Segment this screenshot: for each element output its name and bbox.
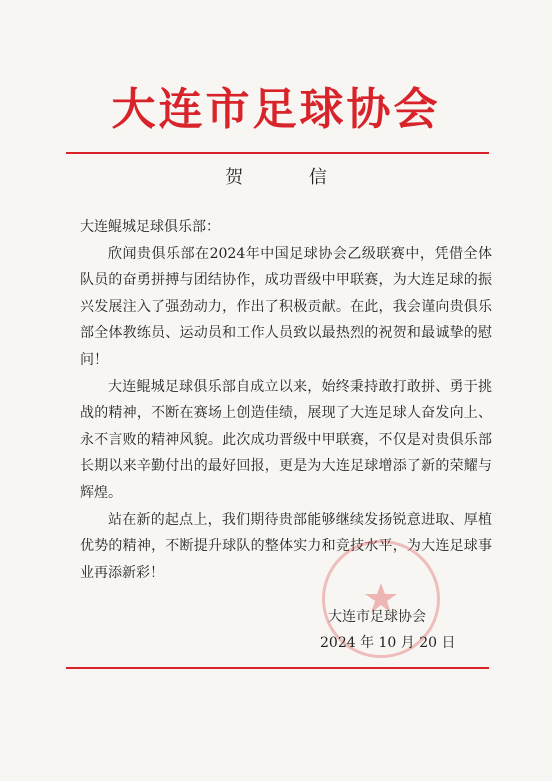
letter-body	[80, 214, 492, 586]
signature-block	[300, 604, 500, 656]
letterhead-divider	[66, 152, 489, 154]
document-title: 贺 信	[225, 167, 357, 188]
letterhead-organization: 大连市足球协会	[111, 84, 441, 135]
signature-date: 2024 年 10 月 20 日	[320, 635, 456, 651]
signature-organization: 大连市足球协会	[328, 609, 426, 625]
salutation: 大连鲲城足球俱乐部：	[80, 219, 220, 235]
footer-divider	[66, 667, 489, 669]
paragraph-2: 大连鲲城足球俱乐部自成立以来，始终秉持敢打敢拼、勇于挑战的精神，不断在赛场上创造佳绩，展现了大连足球人奋发向上、永不言败的精神风貌。此次成功晋级中甲联赛，不仅是对贵俱乐部长期以来辛勤付出的最好回报，更是为大连足球增添了新的荣耀与辉煌。	[80, 378, 492, 501]
paragraph-1: 欣闻贵俱乐部在2024年中国足球协会乙级联赛中，凭借全体队员的奋勇拼搏与团结协作，成功晋级中甲联赛，为大连足球的振兴发展注入了强劲动力，作出了积极贡献。在此，我会谨向贵俱乐部全体教练员、运动员和工作人员致以最热烈的祝贺和最诚挚的慰问！	[80, 245, 492, 368]
paragraph-3: 站在新的起点上，我们期待贵部能够继续发扬锐意进取、厚植优势的精神，不断提升球队的整体实力和竞技水平，为大连足球事业再添新彩！	[80, 511, 492, 581]
